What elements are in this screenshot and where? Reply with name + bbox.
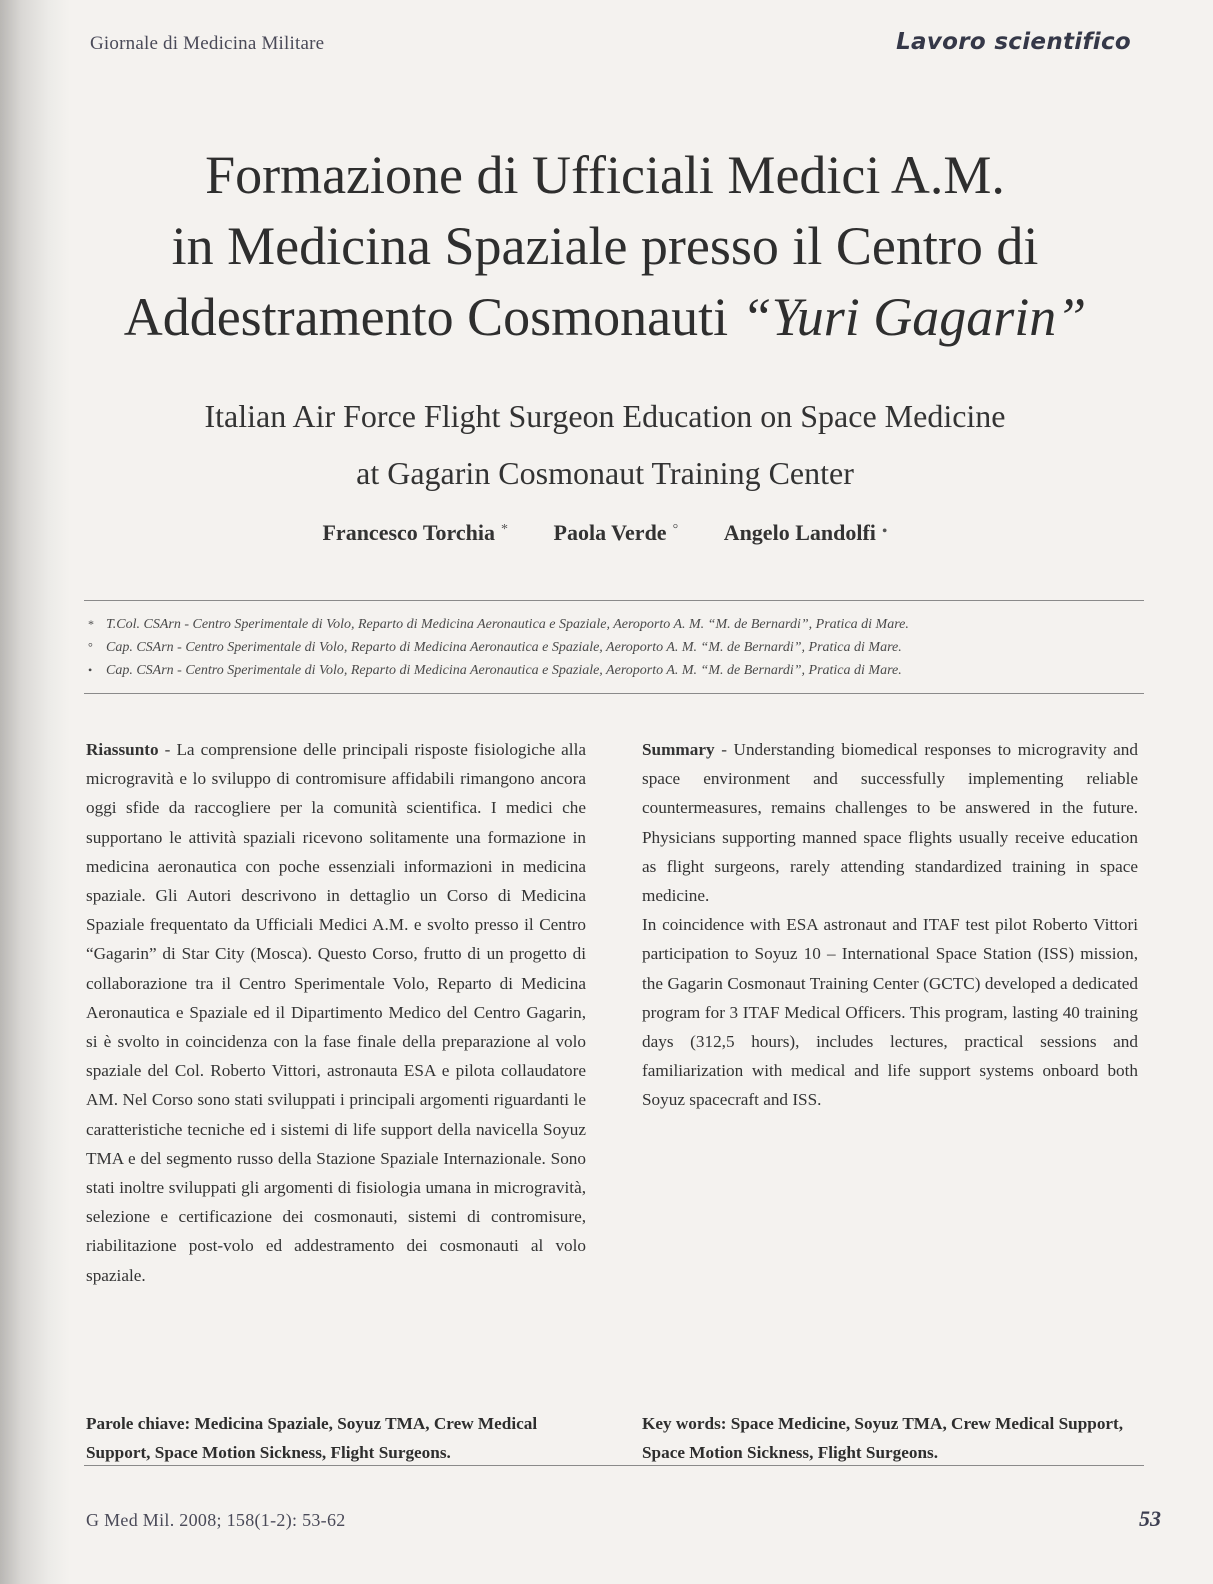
- abstract-italian: [86, 735, 586, 1290]
- affiliation-symbol: •: [88, 663, 93, 677]
- title-line-3-text: Addestramento Cosmonauti: [123, 287, 742, 347]
- abstract-english-paragraph: [642, 735, 1138, 910]
- author: [724, 520, 888, 545]
- author-name: Angelo Landolfi: [723, 520, 876, 545]
- affiliations: [88, 613, 1138, 682]
- affiliation-symbol: *: [88, 617, 94, 631]
- abstract-english-text-1: Understanding biomedical responses to microgravity and space environment and successfully implementing reliable countermeasures, remains challenges to be answered in the future. Physicians supporting manned space flights usually receive education as flight surgeons, rarely attending standardized training in space medicine.: [642, 740, 1138, 906]
- author: [554, 520, 679, 545]
- divider: [84, 600, 1144, 601]
- section-label: Lavoro scientifico: [896, 29, 1131, 55]
- abstract-separator: -: [158, 740, 177, 759]
- affiliation: [88, 636, 1138, 659]
- divider: [84, 693, 1144, 694]
- author-mark: *: [501, 522, 509, 537]
- article-title: [70, 140, 1140, 353]
- affiliation-symbol: °: [88, 640, 93, 654]
- abstract-italian-label: Riassunto: [86, 740, 159, 759]
- abstract-separator: -: [714, 740, 734, 759]
- abstract-english-label: Summary: [642, 740, 715, 759]
- abstract-english: [642, 735, 1138, 1115]
- abstract-english-paragraph: In coincidence with ESA astronaut and ITAF test pilot Roberto Vittori participation to Soyuz 10 – International Space Station (ISS) mission, the Gagarin Cosmonaut Training Center (GCTC) developed a dedicated program for 3 ITAF Medical Officers. This program, lasting 40 training days (312,5 hours), includes lectures, practical sessions and familiarization with medical and life support systems onboard both Soyuz spacecraft and ISS.: [642, 915, 1138, 1110]
- subtitle-line-1: Italian Air Force Flight Surgeon Education on Space Medicine: [204, 398, 1006, 434]
- title-line-3-italic: “Yuri Gagarin”: [741, 287, 1087, 347]
- affiliation-text: Cap. CSArn - Centro Sperimentale di Volo, Reparto di Medicina Aeronautica e Spaziale, Aeroporto A. M. “M. de Bernardi”, Pratica di Mare.: [106, 640, 902, 655]
- affiliation: [88, 613, 1138, 636]
- abstract-italian-paragraph: [86, 735, 586, 1290]
- author-name: Francesco Torchia: [322, 520, 496, 545]
- affiliation-text: T.Col. CSArn - Centro Sperimentale di Volo, Reparto di Medicina Aeronautica e Spaziale, Aeroporto A. M. “M. de Bernardi”, Pratica di Mare.: [106, 617, 909, 632]
- title-line-3: [70, 282, 1140, 353]
- author-mark: •: [881, 523, 888, 540]
- page-number: 53: [1139, 1506, 1161, 1531]
- divider: [84, 1465, 1144, 1466]
- author-mark: °: [672, 522, 679, 537]
- keywords-english: Key words: Space Medicine, Soyuz TMA, Crew Medical Support, Space Motion Sickness, Flight Surgeons.: [642, 1414, 1124, 1462]
- abstract-italian-text: La comprensione delle principali risposte fisiologiche alla microgravità e lo sviluppo di contromisure affidabili rimangono ancora oggi sfide da raccogliere per la comunità scientifica. I medici che supportano le attività spaziali ricevono solitamente una formazione in medicina aeronautica con poche essenziali informazioni in medicina spaziale. Gli Autori descrivono in dettaglio un Corso di Medicina Spaziale frequentato da Ufficiali Medici A.M. e svolto presso il Centro “Gagarin” di Star City (Mosca). Questo Corso, frutto di un progetto di collaborazione tra il Centro Sperimentale Volo, Reparto di Medicina Aeronautica e Spaziale ed il Dipartimento Medico del Centro Gagarin, si è svolto in coincidenza con la fase finale della preparazione al volo spaziale del Col. Roberto Vittori, astronauta ESA e pilota collaudatore AM. Nel Corso sono stati sviluppati i principali argomenti riguardanti le caratteristiche tecniche ed i sistemi di life support della navicella Soyuz TMA e del segmento russo della Stazione Spaziale Internazionale. Sono stati inoltre sviluppati gli argomenti di fisiologia umana in microgravità, selezione e certificazione dei cosmonauti, sistemi di contromisure, riabilitazione post-volo ed addestramento dei cosmonauti al volo spaziale.: [86, 740, 586, 1285]
- page-binding-shadow: [0, 0, 70, 1584]
- author-name: Paola Verde: [553, 520, 667, 545]
- affiliation-text: Cap. CSArn - Centro Sperimentale di Volo, Reparto di Medicina Aeronautica e Spaziale, Aeroporto A. M. “M. de Bernardi”, Pratica di Mare.: [106, 663, 902, 678]
- keywords-italian: Parole chiave: Medicina Spaziale, Soyuz TMA, Crew Medical Support, Space Motion Sickness, Flight Surgeons.: [86, 1414, 538, 1462]
- title-line-1: Formazione di Ufficiali Medici A.M.: [205, 145, 1005, 205]
- subtitle-line-2: at Gagarin Cosmonaut Training Center: [356, 455, 854, 491]
- title-line-2: in Medicina Spaziale presso il Centro di: [171, 216, 1039, 276]
- author: [322, 520, 508, 545]
- article-subtitle: [70, 388, 1140, 502]
- journal-name: Giornale di Medicina Militare: [90, 33, 325, 54]
- citation: G Med Mil. 2008; 158(1-2): 53-62: [86, 1510, 346, 1530]
- affiliation: [88, 659, 1138, 682]
- author-list: [70, 520, 1140, 546]
